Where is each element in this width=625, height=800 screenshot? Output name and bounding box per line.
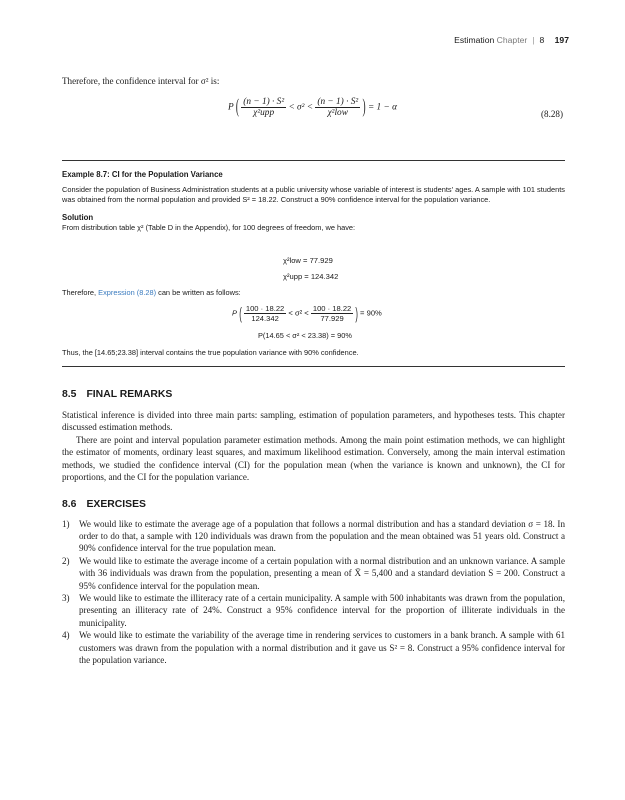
eq-fraction-1 xyxy=(241,97,286,118)
eq-fraction-2 xyxy=(315,97,360,118)
ex-eq-den-1: 124.342 xyxy=(251,314,279,323)
section-8-5-title: FINAL REMARKS xyxy=(86,389,173,400)
therefore-suffix: can be written as follows: xyxy=(156,288,241,297)
ex-eq-den-2: 77.929 xyxy=(320,314,344,323)
header-chapter-label: Chapter xyxy=(496,35,528,45)
equation-number: (8.28) xyxy=(541,109,563,119)
exercise-text: We would like to estimate the average age of a population that follows a normal distribution and has a standard deviation σ = 18. In order to do that, a sample with 120 individuals was drawn from the population and the mean obtained was 51 years old. Construct a 90% confidence interval for the true population mean. xyxy=(79,519,565,554)
equation-8-28 xyxy=(228,97,397,118)
solution-line-1: From distribution table χ² (Table D in the Appendix), for 100 degrees of freedom, we have: xyxy=(62,223,356,233)
ex-eq-num-1: 100 · 18.22 xyxy=(245,304,285,313)
ex-eq-close-paren: ) xyxy=(355,303,358,324)
eq-open-paren: ( xyxy=(235,96,239,119)
ex-eq-mid: < σ² < xyxy=(288,308,309,318)
section-8-5-paragraph-1: Statistical inference is divided into three main parts: sampling, estimation of population parameters, and hypotheses tests. This chapter discussed estimation methods. xyxy=(62,410,565,433)
exercise-item xyxy=(62,592,565,629)
example-equation-1 xyxy=(232,304,382,323)
example-title: Example 8.7: CI for the Population Variance xyxy=(62,170,223,179)
solution-label: Solution xyxy=(62,212,94,222)
section-8-5-paragraph-2: There are point and interval population parameter estimation methods. Among the main point estimation methods, we can highlight the estimator of moments, ordinary least squares, and maximum likelihood estimation. Conversely, among the main interval estimation methods, we studied the confidence interval (CI) for the population mean (when the variance is known and unknown), the CI for proportions, and the CI for the population variance. xyxy=(62,435,565,482)
section-8-5-number: 8.5 xyxy=(62,389,77,400)
therefore-prefix: Therefore, xyxy=(62,288,99,297)
example-top-rule xyxy=(62,160,565,161)
section-8-5-heading xyxy=(62,389,172,400)
eq-den-2: χ²low xyxy=(327,108,348,118)
example-body: Consider the population of Business Administration students at a public university whose variable of interest is students' ages. A sample with 101 students was obtained from the normal population and provided S² = 18.22. Construct a 90% confidence interval for the population variance. xyxy=(62,184,565,205)
section-8-6-number: 8.6 xyxy=(62,499,77,510)
exercise-item xyxy=(62,518,565,555)
header-divider: | xyxy=(532,35,535,45)
eq-mid: < σ² < xyxy=(288,102,314,113)
example-equation-2: P(14.65 < σ² < 23.38) = 90% xyxy=(258,331,352,340)
header-chapter-number: 8 xyxy=(539,35,545,45)
exercise-list xyxy=(62,518,565,666)
ex-eq-p: P xyxy=(232,308,238,318)
exercise-bullet: 4) xyxy=(62,630,70,641)
exercise-bullet: 1) xyxy=(62,519,70,529)
example-box xyxy=(62,170,565,234)
exercise-bullet: 2) xyxy=(62,556,70,567)
section-8-6-title: EXERCISES xyxy=(86,499,146,510)
ex-eq-num-2: 100 · 18.22 xyxy=(312,304,352,313)
exercise-item xyxy=(62,555,565,592)
exercise-text: We would like to estimate the variability of the average time in rendering services to customers in a bank branch. A sample with 61 customers was drawn from the population with a normal distribution and it gave us S² = 8. Construct a 95% confidence interval for the population variance. xyxy=(79,630,565,665)
exercise-text: We would like to estimate the average income of a certain population with a normal distribution and an unknown variance. A sample with 36 individuals was drawn from the population, presenting a mean of X̄ = 5,400 and a standard deviation S = 200. Construct a 95% confidence interval for the population mean. xyxy=(79,556,565,591)
ex-eq-open-paren: ( xyxy=(239,303,242,324)
ex-eq-rhs: = 90% xyxy=(360,308,382,318)
intro-text: Therefore, the confidence interval for σ² is: xyxy=(62,76,220,86)
therefore-line xyxy=(62,288,565,299)
exercise-text: We would like to estimate the illiteracy rate of a certain municipality. A sample with 500 inhabitants was drawn from the population, presenting an illiteracy rate of 24%. Construct a 95% confidence interval for the proportion of illiterate individuals in the municipality. xyxy=(79,593,565,628)
ex-eq-fraction-1 xyxy=(244,304,286,323)
section-8-6-heading xyxy=(62,499,146,510)
example-conclusion: Thus, the [14.65;23.38] interval contains the true population variance with 90% confidence. xyxy=(62,348,359,357)
eq-num-1: (n − 1) · S² xyxy=(243,97,285,107)
page-number: 197 xyxy=(554,35,569,45)
example-bottom-rule xyxy=(62,366,565,367)
ex-eq-fraction-2 xyxy=(311,304,353,323)
expression-link[interactable]: Expression (8.28) xyxy=(98,288,157,297)
eq-rhs: = 1 − α xyxy=(367,102,397,113)
chi-upp-value: χ²upp = 124.342 xyxy=(283,272,339,281)
exercise-item xyxy=(62,629,565,666)
eq-num-2: (n − 1) · S² xyxy=(317,97,359,107)
eq-den-1: χ²upp xyxy=(253,108,275,118)
exercise-bullet: 3) xyxy=(62,593,70,604)
header-title: Estimation xyxy=(454,35,495,45)
eq-p: P xyxy=(228,102,234,113)
eq-close-paren: ) xyxy=(362,96,366,119)
chi-low-value: χ²low = 77.929 xyxy=(283,256,333,265)
running-header xyxy=(454,35,569,45)
